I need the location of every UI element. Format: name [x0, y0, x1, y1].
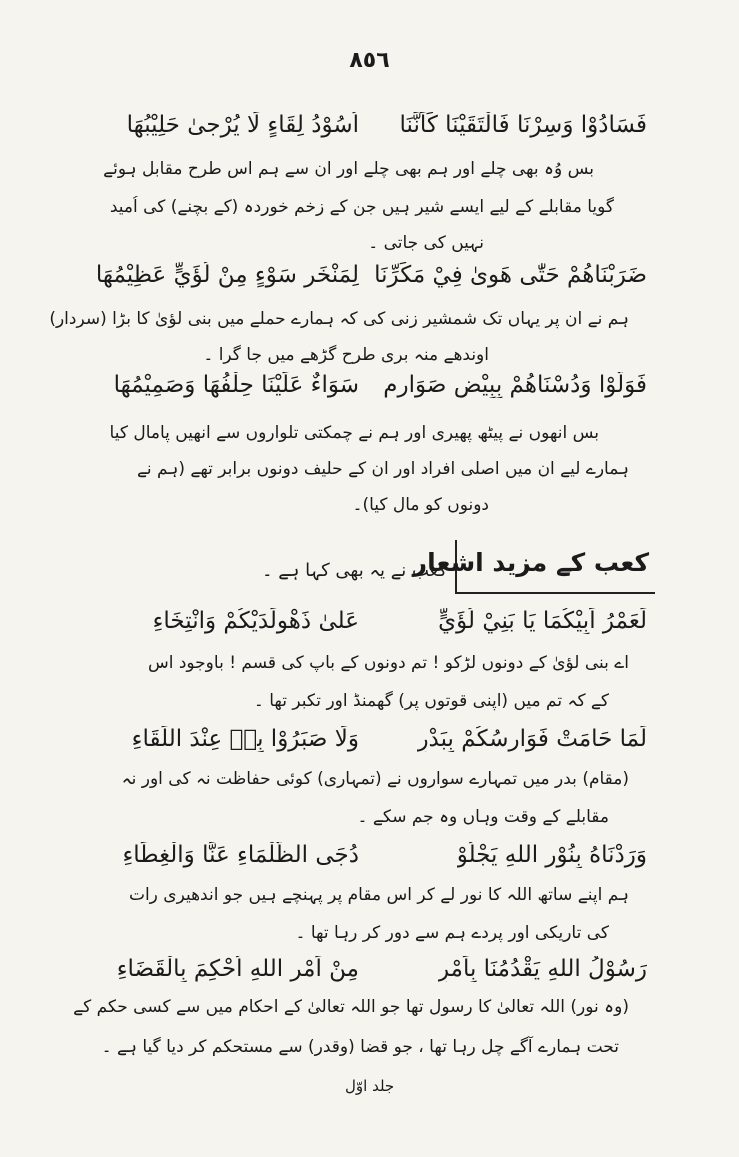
translation-4-line-1: اے بنی لؤیٰ کے دونوں لڑکو ! تم دونوں کے باپ کی قسم ! باوجود اس: [147, 653, 629, 673]
translation-3-line-2: ہمارے لیے ان میں اصلی افراد اور ان کے حلیف دونوں برابر تھے (ہم نے: [136, 459, 629, 479]
page-number: ٨٥٦: [349, 48, 390, 73]
verse-2-right-hemistich: ضَرَبْنَاهُمْ حَتّٰى هَوىٰ فِيْ مَكَرِّنَا: [374, 262, 647, 288]
verse-6-left-hemistich: دُجَى الظَّلْمَاءِ عَنَّا وَالْغِطَاءِ: [122, 842, 359, 868]
verse-7-right-hemistich: رَسُوْلُ اللهِ يَقْدُمُنَا بِاَمْرٍ: [437, 956, 647, 982]
verse-5-right-hemistich: لَمَا حَامَتْ فَوَارِسُكُمْ بِبَدْرٍ: [417, 726, 647, 752]
translation-2-line-1: ہم نے ان پر یہاں تک شمشیر زنی کی کہ ہمارے حملے میں بنی لؤیٰ کا بڑا (سردار): [49, 309, 629, 329]
translation-1-line-2: گویا مقابلے کے لیے ایسے شیر ہیں جن کے زخم خوردہ (کے بچنے) کی اُمید: [109, 197, 614, 217]
section-heading: کعب کے مزید اشعار: [412, 548, 649, 577]
verse-6-right-hemistich: وَرَدْنَاهُ بِنُوْرِ اللهِ يَجْلُوْ: [456, 842, 647, 868]
translation-6-line-2: کی تاریکی اور پردے ہم سے دور کر رہا تھا ۔: [295, 923, 609, 943]
verse-1-right-hemistich: فَسَادُوْا وَسِرْنَا فَالْتَقَيْنَا كَاَنَّنَا: [399, 112, 647, 138]
translation-1-line-1: بس وُہ بھی چلے اور ہم بھی چلے اور ان سے ہم اس طرح مقابل ہوئے: [103, 159, 594, 179]
verse-3-right-hemistich: فَوَلَّوْا وَدُسْنَاهُمْ بِبِيْضٍ صَوَارِمٍ: [383, 372, 647, 398]
verse-5-left-hemistich: وَلَا صَبَرُوْا بِهٖ عِنْدَ اللِّقَاءِ: [131, 726, 359, 752]
translation-6-line-1: ہم اپنے ساتھ اللہ کا نور لے کر اس مقام پر پہنچے ہیں جو اندھیری رات: [128, 885, 629, 905]
translation-5-line-2: مقابلے کے وقت وہاں وہ جم سکے ۔: [357, 807, 609, 827]
verse-3-left-hemistich: سَوَاءٌ عَلَيْنَا حِلْفُهَا وَصَمِيْمُهَا: [113, 372, 359, 398]
translation-7-line-2: تحت ہمارے آگے چل رہا تھا ، جو قضا (وقدر) سے مستحکم کر دیا گیا ہے ۔: [101, 1037, 619, 1057]
volume-footer: جلد اوّل: [345, 1077, 395, 1095]
verse-1-left-hemistich: اُسُوْدُ لِقَاءٍ لَا يُرْجىٰ حَلِيْبُهَا: [126, 112, 359, 138]
translation-3-line-3: دونوں کو مال کیا)۔: [352, 495, 489, 515]
translation-1-line-3: نہیں کی جاتی ۔: [368, 233, 484, 253]
verse-7-left-hemistich: مِنْ اَمْرِ اللهِ اُحْكِمَ بِالْقَضَاءِ: [116, 956, 359, 982]
translation-2-line-2: اوندھے منہ بری طرح گڑھے میں جا گرا ۔: [203, 345, 489, 365]
translation-7-line-1: (وہ نور) اللہ تعالیٰ کا رسول تھا جو اللہ تعالیٰ کے احکام میں سے کسی حکم کے: [73, 997, 629, 1017]
translation-4-line-2: کے کہ تم میں (اپنی قوتوں پر) گھمنڈ اور تکبر تھا ۔: [253, 691, 609, 711]
verse-4-right-hemistich: لَعَمْرُ اَبِيْكُمَا يَا بَنِيْ لُؤَيٍّ: [438, 608, 647, 634]
translation-3-line-1: بس انھوں نے پیٹھ پھیری اور ہم نے چمکتی تلواروں سے انھیں پامال کیا: [109, 423, 599, 443]
verse-2-left-hemistich: لِمَنْخَرِ سَوْءٍ مِنْ لُؤَيٍّ عَظِيْمُهَا: [95, 262, 359, 288]
section-intro: کعب نے یہ بھی کہا ہے ۔: [262, 560, 447, 581]
translation-5-line-1: (مقام) بدر میں تمہارے سواروں نے (تمہاری) کوئی حفاظت نہ کی اور نہ: [121, 769, 629, 789]
verse-4-left-hemistich: عَلىٰ ذَهْوِلَدَيْكُمْ وَانْتِخَاءِ: [152, 608, 359, 634]
